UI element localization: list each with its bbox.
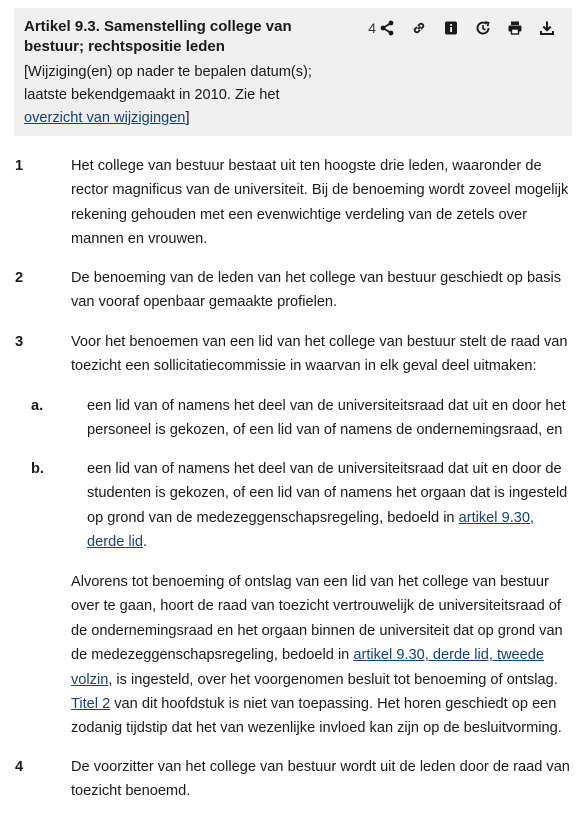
lid-number: 3 xyxy=(15,334,24,350)
meta-text: [Wijziging(en) op nader te bepalen datum(s); laatste bekendgemaakt in 2010. Zie het xyxy=(24,64,312,103)
continuation-part: van dit hoofdstuk is niet van toepassing. Het horen geschiedt op een zodanig tijdstip dat het van wezenlijke invloed kan zijn op de besluitvorming. xyxy=(71,696,562,737)
lid-text: Het college van bestuur bestaat uit ten hoogste drie leden, waaronder de rector magnificus van de universiteit. Bij de benoeming wordt zoveel mogelijk rekening gehouden met een evenwichtige verdeling van de zetels over mannen en vrouwen. xyxy=(71,158,569,248)
share-count: 4 xyxy=(368,20,376,36)
download-icon[interactable] xyxy=(538,19,556,37)
sub-item-text-after: . xyxy=(142,534,148,551)
sub-item-letter: a. xyxy=(31,398,44,414)
print-icon[interactable] xyxy=(506,19,524,37)
lid-number: 2 xyxy=(15,270,24,286)
titel-2-link[interactable]: Titel 2 xyxy=(71,696,111,713)
lid-text: Voor het benoemen van een lid van het college van bestuur stelt de raad van toezicht een sollicitatiecommissie in waarvan in elk geval deel uitmaken: xyxy=(71,334,568,375)
changes-overview-link[interactable]: overzicht van wijzigingen xyxy=(24,110,186,126)
sub-item-text xyxy=(87,457,571,555)
article-meta xyxy=(24,61,324,130)
continuation-text xyxy=(71,570,571,741)
continuation-part: , is ingesteld, over het voorgenomen besluit tot benoeming of ontslag. xyxy=(108,671,558,688)
article-header xyxy=(14,8,572,136)
info-icon[interactable] xyxy=(442,19,460,37)
meta-suffix: ] xyxy=(185,110,190,126)
sub-item-letter: b. xyxy=(31,461,44,477)
artikel-9-30-volzin-link[interactable]: artikel 9.30, derde lid, tweede volzin xyxy=(71,647,545,688)
sub-item-text: een lid van of namens het deel van de universiteitsraad dat uit en door het personeel is gekozen, of een lid van of namens de ondernemingsraad, en xyxy=(87,398,566,439)
lid-text: De voorzitter van het college van bestuur wordt uit de leden door de raad van toezicht benoemd. xyxy=(71,759,570,800)
link-icon[interactable] xyxy=(410,19,428,37)
article-toolbar xyxy=(368,18,556,38)
article-title: Artikel 9.3. Samenstelling college van bestuur; rechtspositie leden xyxy=(24,18,292,55)
share-icon[interactable] xyxy=(378,19,396,37)
sub-item-text-before: een lid van of namens het deel van de universiteitsraad dat uit en door de studenten is gekozen, of een lid van of namens het orgaan dat is ingesteld op grond van de medezeggenschapsregeling, bedoeld in xyxy=(87,461,568,526)
artikel-9-30-link[interactable]: artikel 9.30, derde lid xyxy=(87,509,535,551)
continuation-part: Alvorens tot benoeming of ontslag van een lid van het college van bestuur over te gaan, hoort de raad van toezicht vertrouwelijk de universiteitsraad of de ondernemingsraad en het orgaan binnen de universiteit dat op grond van de medezeggenschapsregeling, bedoeld in xyxy=(71,574,563,664)
lid-number: 4 xyxy=(15,759,24,775)
lid-number: 1 xyxy=(15,158,24,174)
history-icon[interactable] xyxy=(474,19,492,37)
lid-text: De benoeming van de leden van het college van bestuur geschiedt op basis van vooraf openbaar gemaakte profielen. xyxy=(71,270,562,311)
